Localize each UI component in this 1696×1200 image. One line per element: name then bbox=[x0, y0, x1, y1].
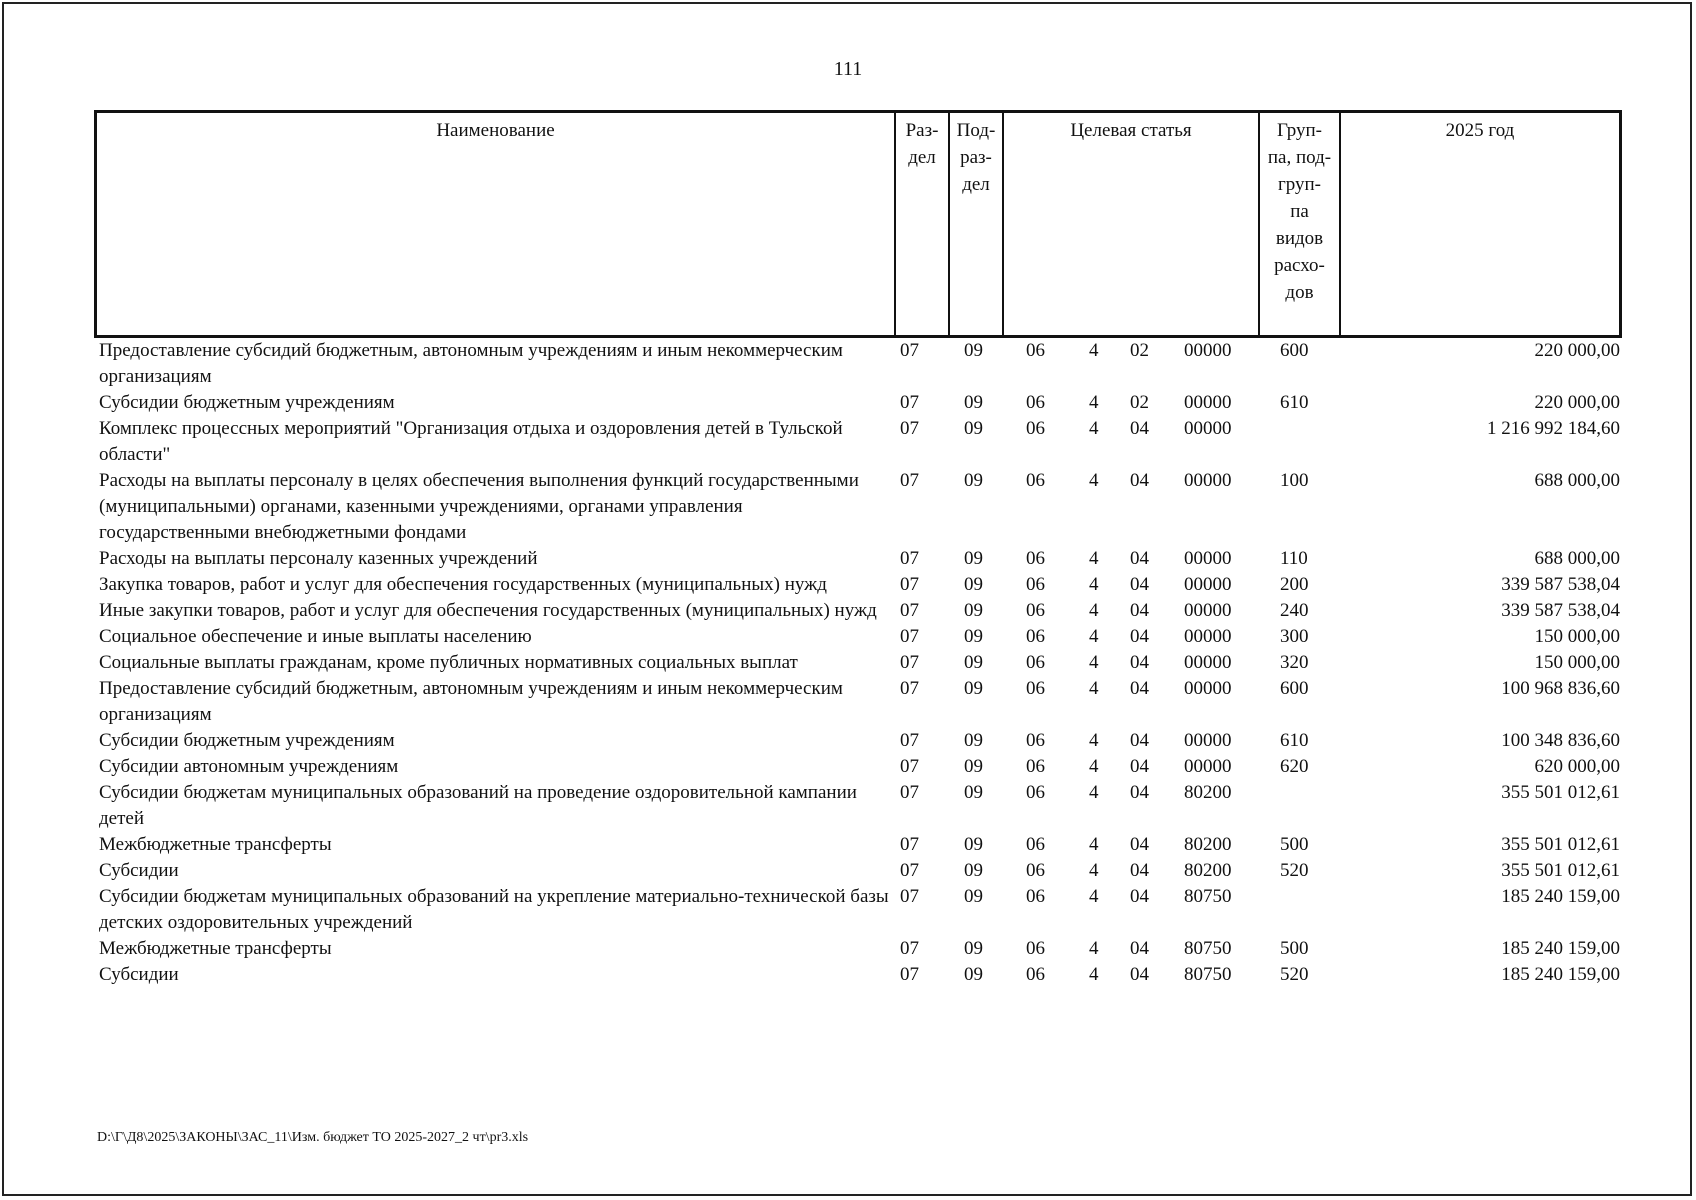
row-name: Предоставление субсидий бюджетным, автономным учреждениям и иным некоммерческим организациям bbox=[99, 340, 843, 387]
target-part-1-cell: 06 bbox=[1026, 340, 1045, 361]
target-part-3-cell: 04 bbox=[1130, 834, 1149, 855]
target-part-1-cell: 06 bbox=[1026, 626, 1045, 647]
row-name: Субсидии бюджетам муниципальных образований на проведение оздоровительной кампании детей bbox=[99, 782, 857, 829]
razdel-cell: 07 bbox=[900, 548, 919, 569]
amount-cell: 355 501 012,61 bbox=[1501, 834, 1620, 855]
target-part-2-cell: 4 bbox=[1089, 652, 1099, 673]
amount-cell: 1 216 992 184,60 bbox=[1487, 418, 1620, 439]
amount-cell: 688 000,00 bbox=[1534, 548, 1620, 569]
target-part-1-cell: 06 bbox=[1026, 470, 1045, 491]
expense-type-cell: 610 bbox=[1280, 730, 1309, 751]
target-part-2-cell: 4 bbox=[1089, 548, 1099, 569]
podrazdel-cell: 09 bbox=[964, 626, 983, 647]
header-podrazdel bbox=[950, 113, 1004, 335]
header-vid-line: Груп- bbox=[1276, 120, 1323, 141]
table-row bbox=[94, 468, 1622, 546]
target-part-2-cell: 4 bbox=[1089, 470, 1099, 491]
row-name: Субсидии bbox=[99, 860, 179, 881]
row-name: Межбюджетные трансферты bbox=[99, 938, 332, 959]
target-part-3-cell: 04 bbox=[1130, 782, 1149, 803]
row-name: Комплекс процессных мероприятий "Организация отдыха и оздоровления детей в Тульской области" bbox=[99, 418, 843, 465]
razdel-cell: 07 bbox=[900, 600, 919, 621]
target-part-2-cell: 4 bbox=[1089, 756, 1099, 777]
expense-type-cell: 240 bbox=[1280, 600, 1309, 621]
target-part-1-cell: 06 bbox=[1026, 548, 1045, 569]
row-name: Субсидии bbox=[99, 964, 179, 985]
podrazdel-cell: 09 bbox=[964, 782, 983, 803]
amount-cell: 339 587 538,04 bbox=[1501, 600, 1620, 621]
target-part-4-cell: 80750 bbox=[1184, 886, 1232, 907]
expense-type-cell: 600 bbox=[1280, 678, 1309, 699]
target-part-4-cell: 00000 bbox=[1184, 340, 1232, 361]
razdel-cell: 07 bbox=[900, 860, 919, 881]
amount-cell: 185 240 159,00 bbox=[1501, 938, 1620, 959]
table-row bbox=[94, 754, 1622, 780]
amount-cell: 185 240 159,00 bbox=[1501, 886, 1620, 907]
target-part-2-cell: 4 bbox=[1089, 418, 1099, 439]
podrazdel-cell: 09 bbox=[964, 964, 983, 985]
table-row bbox=[94, 416, 1622, 468]
target-part-1-cell: 06 bbox=[1026, 574, 1045, 595]
expense-type-cell: 100 bbox=[1280, 470, 1309, 491]
target-part-3-cell: 02 bbox=[1130, 392, 1149, 413]
expense-type-cell: 600 bbox=[1280, 340, 1309, 361]
header-razdel-line: дел bbox=[908, 147, 936, 168]
target-part-4-cell: 00000 bbox=[1184, 470, 1232, 491]
podrazdel-cell: 09 bbox=[964, 470, 983, 491]
target-part-1-cell: 06 bbox=[1026, 860, 1045, 881]
table-row bbox=[94, 390, 1622, 416]
target-part-4-cell: 00000 bbox=[1184, 548, 1232, 569]
razdel-cell: 07 bbox=[900, 652, 919, 673]
row-name: Предоставление субсидий бюджетным, автономным учреждениям и иным некоммерческим организациям bbox=[99, 678, 843, 725]
row-name: Расходы на выплаты персоналу казенных учреждений bbox=[99, 548, 538, 569]
target-part-3-cell: 04 bbox=[1130, 964, 1149, 985]
header-podrazdel-line: дел bbox=[962, 174, 990, 195]
table-row bbox=[94, 624, 1622, 650]
razdel-cell: 07 bbox=[900, 834, 919, 855]
target-part-3-cell: 04 bbox=[1130, 860, 1149, 881]
header-year: 2025 год bbox=[1445, 120, 1515, 141]
target-part-2-cell: 4 bbox=[1089, 938, 1099, 959]
expense-type-cell: 500 bbox=[1280, 834, 1309, 855]
target-part-1-cell: 06 bbox=[1026, 834, 1045, 855]
expense-type-cell: 320 bbox=[1280, 652, 1309, 673]
expense-type-cell: 110 bbox=[1280, 548, 1308, 569]
expense-type-cell: 520 bbox=[1280, 860, 1309, 881]
table-body bbox=[94, 338, 1622, 988]
target-part-4-cell: 80750 bbox=[1184, 938, 1232, 959]
target-part-4-cell: 00000 bbox=[1184, 574, 1232, 595]
podrazdel-cell: 09 bbox=[964, 392, 983, 413]
amount-cell: 185 240 159,00 bbox=[1501, 964, 1620, 985]
table-row bbox=[94, 858, 1622, 884]
target-part-3-cell: 04 bbox=[1130, 548, 1149, 569]
row-name: Субсидии бюджетным учреждениям bbox=[99, 392, 395, 413]
target-part-4-cell: 00000 bbox=[1184, 626, 1232, 647]
target-part-2-cell: 4 bbox=[1089, 782, 1099, 803]
amount-cell: 100 968 836,60 bbox=[1501, 678, 1620, 699]
podrazdel-cell: 09 bbox=[964, 548, 983, 569]
row-name: Социальное обеспечение и иные выплаты населению bbox=[99, 626, 532, 647]
razdel-cell: 07 bbox=[900, 886, 919, 907]
expense-type-cell: 200 bbox=[1280, 574, 1309, 595]
razdel-cell: 07 bbox=[900, 392, 919, 413]
table-row bbox=[94, 546, 1622, 572]
target-part-2-cell: 4 bbox=[1089, 678, 1099, 699]
target-part-4-cell: 00000 bbox=[1184, 392, 1232, 413]
podrazdel-cell: 09 bbox=[964, 860, 983, 881]
amount-cell: 150 000,00 bbox=[1534, 626, 1620, 647]
table-row bbox=[94, 598, 1622, 624]
target-part-1-cell: 06 bbox=[1026, 600, 1045, 621]
target-part-3-cell: 04 bbox=[1130, 730, 1149, 751]
target-part-4-cell: 80200 bbox=[1184, 860, 1232, 881]
target-part-1-cell: 06 bbox=[1026, 938, 1045, 959]
header-razdel-line: Раз- bbox=[905, 120, 939, 141]
razdel-cell: 07 bbox=[900, 678, 919, 699]
podrazdel-cell: 09 bbox=[964, 678, 983, 699]
header-podrazdel-line: раз- bbox=[960, 147, 992, 168]
podrazdel-cell: 09 bbox=[964, 756, 983, 777]
podrazdel-cell: 09 bbox=[964, 938, 983, 959]
target-part-2-cell: 4 bbox=[1089, 626, 1099, 647]
podrazdel-cell: 09 bbox=[964, 418, 983, 439]
header-target: Целевая статья bbox=[1004, 113, 1260, 335]
target-part-4-cell: 80200 bbox=[1184, 782, 1232, 803]
podrazdel-cell: 09 bbox=[964, 340, 983, 361]
podrazdel-cell: 09 bbox=[964, 652, 983, 673]
target-part-4-cell: 00000 bbox=[1184, 678, 1232, 699]
row-name: Закупка товаров, работ и услуг для обеспечения государственных (муниципальных) нужд bbox=[99, 574, 827, 595]
header-razdel bbox=[896, 113, 950, 335]
expense-type-cell: 300 bbox=[1280, 626, 1309, 647]
amount-cell: 220 000,00 bbox=[1534, 340, 1620, 361]
amount-cell: 688 000,00 bbox=[1534, 470, 1620, 491]
target-part-2-cell: 4 bbox=[1089, 860, 1099, 881]
target-part-1-cell: 06 bbox=[1026, 652, 1045, 673]
target-part-2-cell: 4 bbox=[1089, 834, 1099, 855]
target-part-1-cell: 06 bbox=[1026, 886, 1045, 907]
header-vid-line: дов bbox=[1285, 282, 1314, 303]
table-row bbox=[94, 962, 1622, 988]
target-part-1-cell: 06 bbox=[1026, 392, 1045, 413]
header-vid-line: расхо- bbox=[1274, 255, 1325, 276]
table-row bbox=[94, 936, 1622, 962]
expense-type-cell: 520 bbox=[1280, 964, 1309, 985]
row-name: Субсидии бюджетным учреждениям bbox=[99, 730, 395, 751]
razdel-cell: 07 bbox=[900, 574, 919, 595]
target-part-3-cell: 04 bbox=[1130, 652, 1149, 673]
amount-cell: 620 000,00 bbox=[1534, 756, 1620, 777]
target-part-3-cell: 04 bbox=[1130, 418, 1149, 439]
razdel-cell: 07 bbox=[900, 730, 919, 751]
table-row bbox=[94, 884, 1622, 936]
target-part-3-cell: 04 bbox=[1130, 574, 1149, 595]
razdel-cell: 07 bbox=[900, 938, 919, 959]
target-part-2-cell: 4 bbox=[1089, 392, 1099, 413]
table-row bbox=[94, 338, 1622, 390]
amount-cell: 355 501 012,61 bbox=[1501, 860, 1620, 881]
target-part-2-cell: 4 bbox=[1089, 574, 1099, 595]
target-part-1-cell: 06 bbox=[1026, 418, 1045, 439]
target-part-3-cell: 04 bbox=[1130, 600, 1149, 621]
table-row bbox=[94, 572, 1622, 598]
podrazdel-cell: 09 bbox=[964, 574, 983, 595]
expense-type-cell: 620 bbox=[1280, 756, 1309, 777]
row-name: Социальные выплаты гражданам, кроме публичных нормативных социальных выплат bbox=[99, 652, 798, 673]
target-part-2-cell: 4 bbox=[1089, 600, 1099, 621]
podrazdel-cell: 09 bbox=[964, 834, 983, 855]
target-part-2-cell: 4 bbox=[1089, 886, 1099, 907]
target-part-3-cell: 04 bbox=[1130, 678, 1149, 699]
target-part-1-cell: 06 bbox=[1026, 678, 1045, 699]
target-part-4-cell: 00000 bbox=[1184, 730, 1232, 751]
table-header bbox=[94, 110, 1622, 338]
amount-cell: 220 000,00 bbox=[1534, 392, 1620, 413]
target-part-3-cell: 02 bbox=[1130, 340, 1149, 361]
razdel-cell: 07 bbox=[900, 418, 919, 439]
header-vid-line: видов bbox=[1275, 228, 1324, 249]
target-part-1-cell: 06 bbox=[1026, 964, 1045, 985]
razdel-cell: 07 bbox=[900, 964, 919, 985]
page-number: 111 bbox=[833, 58, 863, 80]
podrazdel-cell: 09 bbox=[964, 600, 983, 621]
header-name: Наименование bbox=[97, 113, 896, 335]
target-part-1-cell: 06 bbox=[1026, 756, 1045, 777]
razdel-cell: 07 bbox=[900, 756, 919, 777]
target-part-4-cell: 80750 bbox=[1184, 964, 1232, 985]
razdel-cell: 07 bbox=[900, 626, 919, 647]
amount-cell: 355 501 012,61 bbox=[1501, 782, 1620, 803]
table-row bbox=[94, 780, 1622, 832]
target-part-1-cell: 06 bbox=[1026, 782, 1045, 803]
target-part-4-cell: 00000 bbox=[1184, 756, 1232, 777]
row-name: Субсидии бюджетам муниципальных образований на укрепление материально-технической базы детских оздоровительных учреждений bbox=[99, 886, 889, 933]
row-name: Расходы на выплаты персоналу в целях обеспечения выполнения функций государственными (муниципальными) органами, казенными учреждениями, органами управления государственными внебюджетными фондами bbox=[99, 470, 859, 543]
header-vid-line: па bbox=[1290, 201, 1309, 222]
header-vid-line: груп- bbox=[1277, 174, 1322, 195]
target-part-4-cell: 00000 bbox=[1184, 652, 1232, 673]
row-name: Межбюджетные трансферты bbox=[99, 834, 332, 855]
target-part-2-cell: 4 bbox=[1089, 730, 1099, 751]
table-row bbox=[94, 676, 1622, 728]
razdel-cell: 07 bbox=[900, 340, 919, 361]
footer-file-path: D:\Г\Д8\2025\ЗАКОНЫ\ЗАС_11\Изм. бюджет ТО 2025-2027_2 чт\pr3.xls bbox=[97, 1130, 529, 1145]
table-row bbox=[94, 832, 1622, 858]
target-part-3-cell: 04 bbox=[1130, 886, 1149, 907]
razdel-cell: 07 bbox=[900, 782, 919, 803]
row-name: Субсидии автономным учреждениям bbox=[99, 756, 399, 777]
target-part-4-cell: 00000 bbox=[1184, 600, 1232, 621]
target-part-3-cell: 04 bbox=[1130, 756, 1149, 777]
header-podrazdel-line: Под- bbox=[956, 120, 996, 141]
target-part-3-cell: 04 bbox=[1130, 938, 1149, 959]
target-part-4-cell: 80200 bbox=[1184, 834, 1232, 855]
expense-type-cell: 610 bbox=[1280, 392, 1309, 413]
podrazdel-cell: 09 bbox=[964, 730, 983, 751]
row-name: Иные закупки товаров, работ и услуг для обеспечения государственных (муниципальных) нужд bbox=[99, 600, 877, 621]
table-row bbox=[94, 728, 1622, 754]
target-part-2-cell: 4 bbox=[1089, 964, 1099, 985]
header-vid bbox=[1260, 113, 1341, 335]
header-vid-line: па, под- bbox=[1267, 147, 1332, 168]
target-part-3-cell: 04 bbox=[1130, 470, 1149, 491]
podrazdel-cell: 09 bbox=[964, 886, 983, 907]
target-part-3-cell: 04 bbox=[1130, 626, 1149, 647]
target-part-4-cell: 00000 bbox=[1184, 418, 1232, 439]
amount-cell: 150 000,00 bbox=[1534, 652, 1620, 673]
target-part-1-cell: 06 bbox=[1026, 730, 1045, 751]
expense-type-cell: 500 bbox=[1280, 938, 1309, 959]
amount-cell: 100 348 836,60 bbox=[1501, 730, 1620, 751]
razdel-cell: 07 bbox=[900, 470, 919, 491]
target-part-2-cell: 4 bbox=[1089, 340, 1099, 361]
amount-cell: 339 587 538,04 bbox=[1501, 574, 1620, 595]
table-row bbox=[94, 650, 1622, 676]
